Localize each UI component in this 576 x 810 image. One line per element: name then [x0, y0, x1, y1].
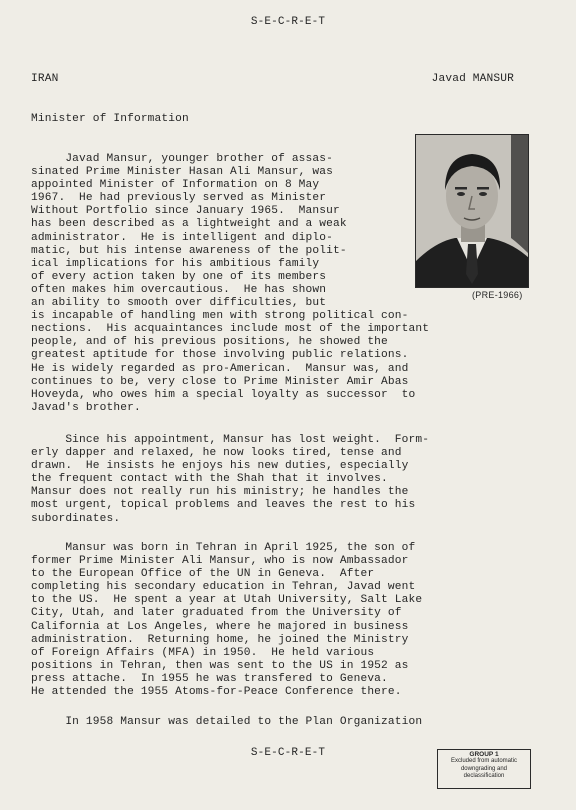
paragraph-line: the frequent contact with the Shah that it involves. [31, 473, 388, 486]
paragraph-line: of Foreign Affairs (MFA) in 1950. He held various [31, 646, 375, 659]
position-title: Minister of Information [31, 113, 189, 125]
paragraph-line: erly dapper and relaxed, he now looks tired, tense and [31, 447, 402, 460]
paragraph-line: subordinates. [31, 512, 121, 525]
paragraph-4 [31, 716, 422, 729]
paragraph-line: of every action taken by one of its members [31, 270, 327, 283]
paragraph-line: Mansur was born in Tehran in April 1925, the son of [31, 542, 416, 554]
country-label: IRAN [31, 73, 59, 85]
paragraph-line: 1967. He had previously served as Minister [31, 192, 327, 205]
paragraph-line: completing his secondary education in Tehran, Javad went [31, 581, 416, 594]
group-stamp [437, 749, 531, 789]
paragraph-2 [31, 434, 429, 526]
paragraph-line: often makes him overcautious. He has shown [31, 283, 327, 296]
classification-top: S-E-C-R-E-T [250, 16, 326, 28]
paragraph-line: drawn. He insists he enjoys his new duties, especially [31, 460, 409, 473]
paragraph-line: to the US. He spent a year at Utah University, Salt Lake [31, 594, 423, 607]
paragraph-line: Without Portfolio since January 1965. Mansur [31, 205, 340, 218]
group-stamp-line: declassification [463, 773, 505, 780]
paragraph-line: Javad's brother. [31, 401, 141, 414]
portrait-image [415, 134, 529, 288]
paragraph-line: greatest aptitude for those involving public relations. [31, 349, 409, 362]
paragraph-line: He is widely regarded as pro-American. Mansur was, and [31, 362, 409, 375]
classification-bottom: S-E-C-R-E-T [250, 747, 326, 759]
paragraph-line: Javad Mansur, younger brother of assas- [31, 153, 333, 165]
photo-caption: (PRE-1966) [472, 290, 523, 300]
subject-name: Javad MANSUR [431, 73, 514, 85]
paragraph-line: most urgent, topical problems and leaves the rest to his [31, 499, 416, 512]
paragraph-line: appointed Minister of Information on 8 May [31, 179, 320, 192]
paragraph-line: has been described as a lightweight and a weak [31, 218, 347, 231]
paragraph-line: administration. Returning home, he joined the Ministry [31, 633, 409, 646]
paragraph-1 [31, 153, 429, 415]
paragraph-3 [31, 542, 422, 699]
paragraph-line: In 1958 Mansur was detailed to the Plan Organization [31, 716, 423, 728]
paragraph-line: City, Utah, and later graduated from the University of [31, 607, 402, 620]
paragraph-line: administrator. He is intelligent and diplo- [31, 231, 333, 244]
paragraph-line: California at Los Angeles, where he majored in business [31, 620, 409, 633]
paragraph-line: press attache. In 1955 he was transfered to Geneva. [31, 672, 388, 685]
paragraph-line: ical implications for his ambitious family [31, 257, 320, 270]
portrait-photo [415, 134, 529, 288]
paragraph-line: sinated Prime Minister Hasan Ali Mansur, was [31, 166, 333, 179]
paragraph-line: Since his appointment, Mansur has lost weight. Form- [31, 434, 430, 446]
paragraph-line: nections. His acquaintances include most of the important [31, 323, 430, 336]
paragraph-line: to the European Office of the UN in Geneva. After [31, 568, 375, 581]
paragraph-line: Hoveyda, who owes him a special loyalty as successor to [31, 388, 416, 401]
group-stamp-line: downgrading and [460, 765, 508, 772]
group-stamp-title: GROUP 1 [469, 751, 499, 758]
paragraph-line: is incapable of handling men with strong political con- [31, 310, 409, 323]
group-stamp-line: Excluded from automatic [450, 758, 518, 765]
paragraph-line: matic, but his intense awareness of the polit- [31, 244, 347, 257]
paragraph-line: He attended the 1955 Atoms-for-Peace Conference there. [31, 686, 402, 699]
paragraph-line: Mansur does not really run his ministry; he handles the [31, 486, 409, 499]
paragraph-line: former Prime Minister Ali Mansur, who is now Ambassador [31, 555, 409, 568]
paragraph-line: people, and of his previous positions, he showed the [31, 336, 388, 349]
paragraph-line: an ability to smooth over difficulties, but [31, 297, 327, 310]
paragraph-line: continues to be, very close to Prime Minister Amir Abas [31, 375, 409, 388]
paragraph-line: positions in Tehran, then was sent to the US in 1952 as [31, 659, 409, 672]
